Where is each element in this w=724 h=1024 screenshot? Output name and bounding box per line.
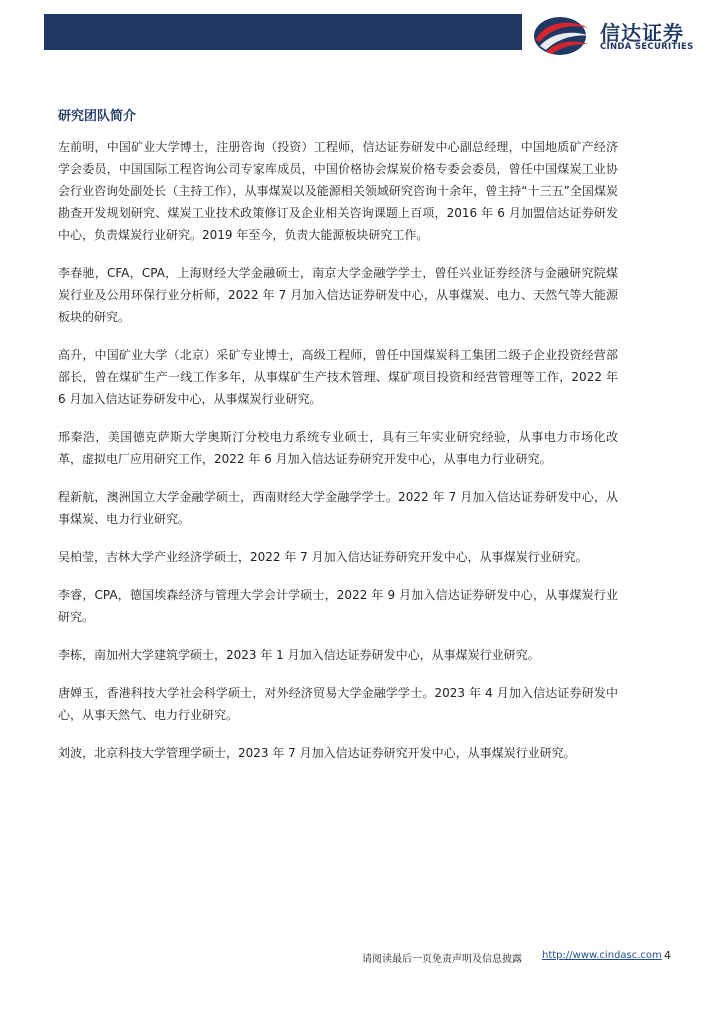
page-number: 4: [664, 949, 671, 962]
logo-english-name: CINDA SECURITIES: [600, 42, 694, 52]
section-title: 研究团队简介: [58, 109, 137, 124]
team-bios: [58, 136, 618, 780]
bio-paragraph: 李睿，CPA，德国埃森经济与管理大学会计学硕士，2022 年 9 月加入信达证券研发中心，从事煤炭行业研究。: [58, 588, 618, 624]
bio-paragraph: 程新航，澳洲国立大学金融学硕士，西南财经大学金融学学士。2022 年 7 月加入信达证券研发中心，从事煤炭、电力行业研究。: [58, 490, 618, 526]
bio-paragraph: 李栋，南加州大学建筑学硕士，2023 年 1 月加入信达证券研发中心，从事煤炭行业研究。: [58, 648, 540, 662]
bio-paragraph: 吴柏莹，吉林大学产业经济学硕士，2022 年 7 月加入信达证券研究开发中心，从事煤炭行业研究。: [58, 550, 588, 564]
website-link[interactable]: http://www.cindasc.com: [542, 950, 662, 961]
bio-paragraph: 左前明，中国矿业大学博士，注册咨询（投资）工程师，信达证券研发中心副总经理，中国地质矿产经济学会委员，中国国际工程咨询公司专家库成员，中国价格协会煤炭价格专委会委员，曾任中国煤炭工业协会行业咨询处副处长（主持工作），从事煤炭以及能源相关领域研究咨询十余年，曾主持“十三五”全国煤炭勘查开发规划研究、煤炭工业技术政策修订及企业相关咨询课题上百项，2016 年 6 月加盟信达证券研发中心，负责煤炭行业研究。2019 年至今，负责大能源板块研究工作。: [58, 140, 618, 242]
bio-paragraph: 刘波，北京科技大学管理学硕士，2023 年 7 月加入信达证券研究开发中心，从事煤炭行业研究。: [58, 746, 576, 760]
bio-paragraph: 李春驰，CFA，CPA，上海财经大学金融硕士，南京大学金融学学士，曾任兴业证券经济与金融研究院煤炭行业及公用环保行业分析师，2022 年 7 月加入信达证券研发中心，从事煤炭、电力、天然气等大能源板块的研究。: [58, 266, 618, 324]
bio-paragraph: 唐婵玉，香港科技大学社会科学硕士，对外经济贸易大学金融学学士。2023 年 4 月加入信达证券研发中心，从事天然气、电力行业研究。: [58, 686, 618, 722]
cinda-logo-icon: [530, 14, 592, 58]
bio-paragraph: 邢秦浩，美国德克萨斯大学奥斯汀分校电力系统专业硕士，具有三年实业研究经验，从事电力市场化改革，虚拟电厂应用研究工作，2022 年 6 月加入信达证券研究开发中心，从事电力行业研究。: [58, 430, 618, 466]
logo-chinese-name: 信达证券: [600, 21, 684, 45]
company-logo: [530, 14, 710, 58]
footer-disclaimer: 请阅读最后一页免责声明及信息披露: [362, 954, 522, 965]
page-footer: [0, 949, 724, 965]
header-bar: [44, 14, 522, 50]
bio-paragraph: 高升，中国矿业大学（北京）采矿专业博士，高级工程师，曾任中国煤炭科工集团二级子企业投资经营部部长，曾在煤矿生产一线工作多年，从事煤矿生产技术管理、煤矿项目投资和经营管理等工作，2022 年 6 月加入信达证券研发中心，从事煤炭行业研究。: [58, 348, 618, 406]
